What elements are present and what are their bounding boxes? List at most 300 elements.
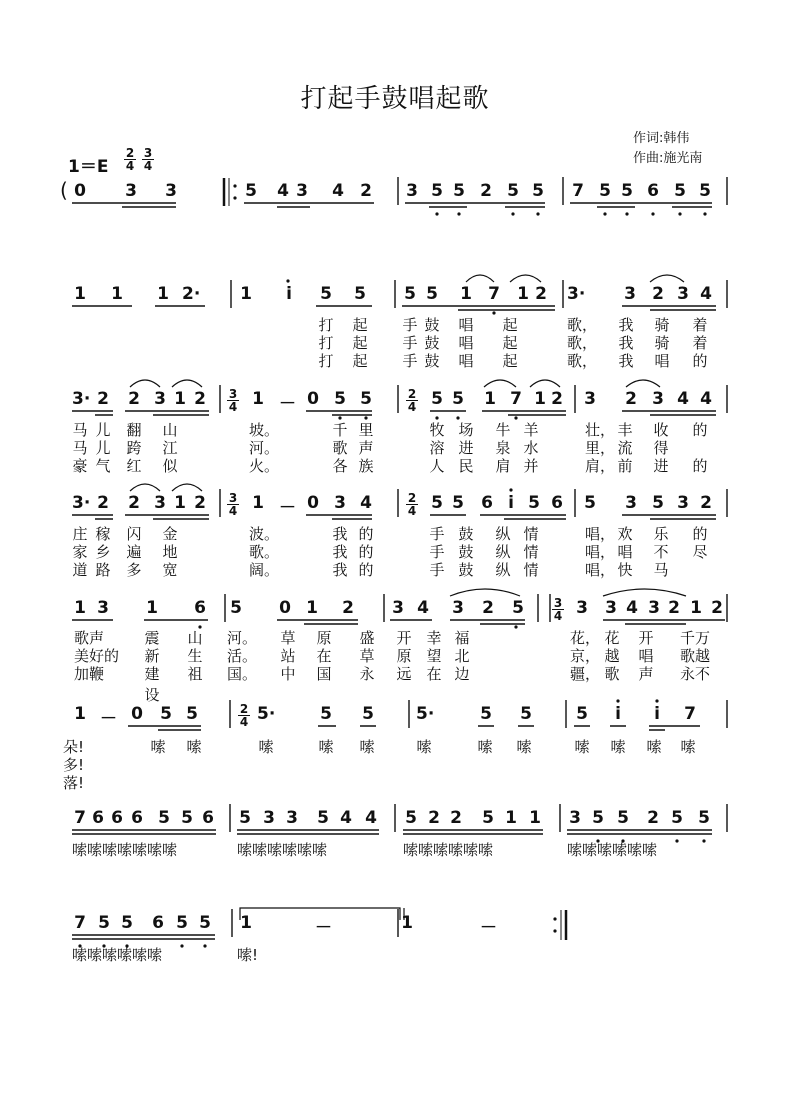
lyric-syllable: 手: [402, 316, 418, 334]
note: 2: [535, 284, 547, 304]
prelude-bracket: (: [60, 178, 68, 202]
octave-dot: [180, 944, 183, 947]
slur: [466, 275, 494, 282]
note: 4: [626, 598, 638, 618]
lyric-syllable: 的: [358, 525, 374, 543]
note: 5: [621, 181, 633, 201]
lyric-syllable: 肩: [495, 457, 511, 475]
lyric-syllable: 我: [332, 543, 348, 561]
lyric-syllable: 草: [280, 629, 296, 647]
note: －: [279, 498, 296, 518]
lyric-syllable: 嗦嗦嗦嗦嗦嗦: [567, 841, 658, 859]
note: 7: [74, 913, 86, 933]
lyric-syllable: 嗦: [150, 738, 166, 756]
note: 5: [354, 284, 366, 304]
note: 2: [128, 389, 140, 409]
note: 5: [362, 704, 374, 724]
lyric-syllable: 建设: [144, 665, 160, 704]
note: 1: [505, 808, 517, 828]
lyric-syllable: 鼓: [458, 525, 474, 543]
note: 5: [121, 913, 133, 933]
note: 1: [174, 493, 186, 513]
octave-dot: [457, 212, 460, 215]
lyric-syllable: 地: [162, 543, 178, 561]
lyric-syllable: 跨: [126, 439, 142, 457]
lyric-syllable: 的: [692, 421, 708, 439]
lyric-syllable: 嗦: [359, 738, 375, 756]
lyric-syllable: 各: [332, 457, 348, 475]
lyric-syllable: 唱，: [585, 543, 616, 561]
note: 5·: [257, 704, 276, 724]
lyric-syllable: 我: [618, 352, 634, 370]
lyric-syllable: 唱: [617, 543, 633, 561]
lyric-syllable: 疆，: [570, 665, 601, 683]
lyric-syllable: 欢: [617, 525, 633, 543]
note: 3: [334, 493, 346, 513]
note: 6: [111, 808, 123, 828]
octave-dot: [616, 699, 619, 702]
lyric-syllable: 手: [402, 352, 418, 370]
time-signature: $\frac{2}{4}$: [407, 387, 417, 414]
lyric-syllable: 进: [458, 439, 474, 457]
lyric-syllable: 尽: [692, 543, 708, 561]
note: 4: [700, 389, 712, 409]
note: 5: [404, 284, 416, 304]
lyric-syllable: 纵: [495, 543, 511, 561]
lyric-syllable: 溶: [429, 439, 445, 457]
lyric-syllable: 唱: [458, 316, 474, 334]
lyric-syllable: 马: [72, 421, 88, 439]
note: 5: [245, 181, 257, 201]
note: 1: [252, 389, 264, 409]
lyric-syllable: 嗦嗦嗦嗦嗦嗦: [237, 841, 328, 859]
lyric-syllable: 边: [454, 665, 470, 683]
lyric-syllable: 嗦: [318, 738, 334, 756]
note: 0: [279, 598, 291, 618]
note: 4: [700, 284, 712, 304]
note: 2: [360, 181, 372, 201]
lyric-syllable: 纵: [495, 525, 511, 543]
lyric-syllable: 纵: [495, 561, 511, 579]
time-signature: $\frac{3}{4}$: [228, 387, 238, 414]
lyric-syllable: 羊: [523, 421, 539, 439]
note: 5: [480, 704, 492, 724]
note: 3: [154, 389, 166, 409]
repeat-dot: [233, 184, 236, 187]
note: 5: [431, 493, 443, 513]
note: 3·: [567, 284, 586, 304]
note: 5: [453, 181, 465, 201]
lyric-syllable: 花，: [570, 629, 601, 647]
note: 1: [240, 913, 252, 933]
lyric-syllable: 鼓: [458, 543, 474, 561]
lyricist-credit: 作词:韩伟: [633, 131, 690, 146]
note: 6: [202, 808, 214, 828]
lyric-syllable: 唱: [458, 352, 474, 370]
lyric-syllable: 歌: [332, 439, 348, 457]
lyric-syllable: 遍: [126, 543, 142, 561]
lyric-syllable: 福: [454, 629, 470, 647]
octave-dot: [603, 212, 606, 215]
note: 5: [317, 808, 329, 828]
slur: [626, 380, 660, 387]
lyric-syllable: 活。: [227, 647, 258, 665]
note: 5: [98, 913, 110, 933]
note: 2: [342, 598, 354, 618]
note: 2: [647, 808, 659, 828]
lyric-syllable: 远: [396, 665, 412, 683]
note: 3: [677, 284, 689, 304]
note: 3·: [72, 493, 91, 513]
slur: [530, 380, 560, 387]
lyric-syllable: 加鞭: [74, 665, 105, 683]
lyric-syllable: 国。: [227, 665, 258, 683]
lyric-syllable: 歌: [604, 665, 620, 683]
lyric-syllable: 马: [653, 561, 669, 579]
lyric-syllable: 北: [454, 647, 470, 665]
note: 3: [296, 181, 308, 201]
lyric-syllable: 原: [396, 647, 412, 665]
lyric-syllable: 歌，: [567, 352, 598, 370]
lyric-syllable: 嗦: [416, 738, 432, 756]
time-signature: $\frac{3}{4}$: [553, 596, 563, 623]
note: 7: [510, 389, 522, 409]
time-signature: $\frac{2}{4}$: [239, 702, 249, 729]
note: 1: [111, 284, 123, 304]
lyric-syllable: 牛: [495, 421, 511, 439]
lyric-syllable: 情: [523, 561, 539, 579]
note: 1: [401, 913, 413, 933]
lyric-syllable: 坡。: [249, 421, 280, 439]
note: 5: [160, 704, 172, 724]
octave-dot: [675, 839, 678, 842]
note: 0: [74, 181, 86, 201]
lyric-syllable: 道: [72, 561, 88, 579]
lyric-syllable: 打: [318, 334, 334, 352]
song-title: 打起手鼓唱起歌: [300, 84, 490, 114]
note: 4: [360, 493, 372, 513]
note: 3: [154, 493, 166, 513]
lyric-syllable: 马: [72, 439, 88, 457]
time-signature: $\frac{3}{4}$: [228, 491, 238, 518]
lyric-syllable: 鼓: [424, 334, 440, 352]
octave-dot: [702, 839, 705, 842]
lyric-syllable: 水: [523, 439, 539, 457]
lyric-syllable: 开: [638, 629, 654, 647]
lyric-syllable: 盛: [359, 629, 375, 647]
note: 5: [599, 181, 611, 201]
octave-dot: [536, 212, 539, 215]
note: 1: [529, 808, 541, 828]
note: i: [508, 493, 514, 513]
note: 1: [252, 493, 264, 513]
lyric-syllable: 朵!: [63, 738, 85, 756]
note: 3: [165, 181, 177, 201]
lyric-syllable: 越: [604, 647, 620, 665]
octave-dot: [492, 311, 495, 314]
lyric-syllable: 打: [318, 316, 334, 334]
note: 2: [551, 389, 563, 409]
slur: [484, 380, 516, 387]
lyric-syllable: 进: [653, 457, 669, 475]
note: 0: [307, 493, 319, 513]
lyric-syllable: 情: [523, 543, 539, 561]
time-signature-3-4: $\frac{3}{4}$: [143, 146, 153, 173]
note: 5: [507, 181, 519, 201]
lyric-syllable: 震: [144, 629, 160, 647]
lyric-syllable: 鼓: [424, 352, 440, 370]
lyric-syllable: 流: [617, 439, 633, 457]
note: 3: [605, 598, 617, 618]
note: 4: [340, 808, 352, 828]
octave-dot: [514, 416, 517, 419]
note: 2: [128, 493, 140, 513]
octave-dot: [655, 699, 658, 702]
lyric-syllable: 波。: [249, 525, 280, 543]
lyric-syllable: 翻: [126, 421, 142, 439]
slur: [172, 380, 202, 387]
lyric-syllable: 嗦嗦嗦嗦嗦嗦: [403, 841, 494, 859]
octave-dot: [511, 212, 514, 215]
slur: [603, 589, 686, 596]
slur: [510, 275, 541, 282]
lyric-syllable: 闪: [126, 525, 142, 543]
note: 1: [174, 389, 186, 409]
note: 7: [488, 284, 500, 304]
note: 3: [125, 181, 137, 201]
note: 4: [277, 181, 289, 201]
lyric-syllable: 肩，: [585, 457, 616, 475]
lyric-syllable: 嗦!: [237, 946, 259, 964]
note: 5: [230, 598, 242, 618]
note: 5: [698, 808, 710, 828]
note: 5: [671, 808, 683, 828]
lyric-syllable: 气: [95, 457, 111, 475]
lyric-syllable: 我: [332, 561, 348, 579]
lyric-syllable: 骑: [654, 334, 670, 352]
note: i: [286, 284, 292, 304]
lyric-syllable: 里，: [585, 439, 616, 457]
lyric-syllable: 千万: [680, 629, 711, 647]
lyric-syllable: 千: [332, 421, 348, 439]
note: 5: [512, 598, 524, 618]
lyric-syllable: 庄: [72, 525, 88, 543]
lyric-syllable: 起: [502, 316, 518, 334]
note: 6: [647, 181, 659, 201]
note: 1: [74, 284, 86, 304]
note: 5: [158, 808, 170, 828]
note: 5: [431, 181, 443, 201]
lyric-syllable: 京，: [570, 647, 601, 665]
lyric-syllable: 站: [280, 647, 296, 665]
note: 5: [452, 493, 464, 513]
lyric-syllable: 唱，: [585, 525, 616, 543]
lyric-syllable: 泉: [495, 439, 511, 457]
lyric-syllable: 唱: [638, 647, 654, 665]
lyric-syllable: 歌越: [680, 647, 711, 665]
lyric-syllable: 望: [426, 647, 442, 665]
lyric-syllable: 我: [618, 316, 634, 334]
note: 1: [74, 704, 86, 724]
note: 3: [584, 389, 596, 409]
note: 5: [199, 913, 211, 933]
lyric-syllable: 家: [72, 543, 88, 561]
note: 5: [320, 704, 332, 724]
note: 1: [146, 598, 158, 618]
lyric-syllable: 山: [187, 629, 203, 647]
note: 3: [569, 808, 581, 828]
note: 5: [528, 493, 540, 513]
lyric-syllable: 在: [316, 647, 332, 665]
note: －: [100, 709, 117, 729]
lyric-syllable: 江: [162, 439, 178, 457]
slur: [130, 380, 160, 387]
note: 5: [320, 284, 332, 304]
note: 0: [131, 704, 143, 724]
lyric-syllable: 壮，: [585, 421, 616, 439]
note: 2: [194, 493, 206, 513]
lyric-syllable: 永不: [680, 665, 711, 683]
lyric-syllable: 河。: [249, 439, 280, 457]
note: 2·: [182, 284, 201, 304]
note: 3: [652, 389, 664, 409]
lyric-syllable: 情: [523, 525, 539, 543]
lyric-syllable: 打: [318, 352, 334, 370]
octave-dot: [203, 944, 206, 947]
lyric-syllable: 嗦嗦嗦嗦嗦嗦嗦: [72, 841, 178, 859]
note: 7: [572, 181, 584, 201]
lyric-syllable: 唱: [654, 352, 670, 370]
note: 5: [426, 284, 438, 304]
note: 5: [452, 389, 464, 409]
octave-dot: [651, 212, 654, 215]
note: 3: [624, 284, 636, 304]
lyric-syllable: 生: [187, 647, 203, 665]
time-signature-2-4: $\frac{2}{4}$: [125, 146, 135, 173]
note: －: [279, 394, 296, 414]
lyric-syllable: 河。: [227, 629, 258, 647]
octave-dot: [286, 279, 289, 282]
note: 3: [392, 598, 404, 618]
lyric-syllable: 起: [502, 352, 518, 370]
note: 1: [484, 389, 496, 409]
lyric-syllable: 得: [653, 439, 669, 457]
note: 5: [532, 181, 544, 201]
lyric-syllable: 多!: [63, 756, 85, 774]
octave-dot: [435, 212, 438, 215]
note: 4: [677, 389, 689, 409]
note: 1: [240, 284, 252, 304]
note: 5·: [416, 704, 435, 724]
note: 2: [482, 598, 494, 618]
note: 4: [365, 808, 377, 828]
note: 3: [677, 493, 689, 513]
note: 5: [482, 808, 494, 828]
lyric-syllable: 唱，: [585, 561, 616, 579]
repeat-dot: [553, 917, 556, 920]
slur: [130, 484, 160, 491]
lyric-syllable: 收: [653, 421, 669, 439]
lyric-syllable: 金: [162, 525, 178, 543]
note: 5: [360, 389, 372, 409]
octave-dot: [678, 212, 681, 215]
lyric-syllable: 路: [95, 561, 111, 579]
note: 2: [668, 598, 680, 618]
lyric-syllable: 宽: [162, 561, 178, 579]
lyric-syllable: 场: [458, 421, 474, 439]
key-signature: 1＝E: [68, 157, 109, 177]
note: 6: [92, 808, 104, 828]
lyric-syllable: 祖: [187, 665, 203, 683]
lyric-syllable: 歌，: [567, 316, 598, 334]
note: 2: [652, 284, 664, 304]
note: 5: [617, 808, 629, 828]
note: 5: [239, 808, 251, 828]
note: 5: [186, 704, 198, 724]
octave-dot: [514, 625, 517, 628]
lyric-syllable: 鼓: [424, 316, 440, 334]
lyric-syllable: 里: [358, 421, 374, 439]
note: 5: [520, 704, 532, 724]
lyric-syllable: 声: [358, 439, 374, 457]
note: 7: [684, 704, 696, 724]
slur: [450, 589, 520, 596]
note: 2: [711, 598, 723, 618]
note: 3: [406, 181, 418, 201]
lyric-syllable: 嗦: [646, 738, 662, 756]
note: i: [654, 704, 660, 724]
lyric-syllable: 在: [426, 665, 442, 683]
octave-dot: [625, 212, 628, 215]
note: 3: [625, 493, 637, 513]
lyric-syllable: 嗦: [477, 738, 493, 756]
repeat-dot: [233, 196, 236, 199]
slur: [650, 275, 684, 282]
lyric-syllable: 嗦: [574, 738, 590, 756]
lyric-syllable: 手: [429, 525, 445, 543]
note: 3: [286, 808, 298, 828]
lyric-syllable: 阔。: [249, 561, 280, 579]
lyric-syllable: 国: [316, 665, 332, 683]
note: 7: [74, 808, 86, 828]
note: 3·: [72, 389, 91, 409]
lyric-syllable: 人: [429, 457, 445, 475]
lyric-syllable: 开: [396, 629, 412, 647]
note: 1: [690, 598, 702, 618]
note: 5: [405, 808, 417, 828]
note: 5: [674, 181, 686, 201]
lyric-syllable: 唱: [458, 334, 474, 352]
lyric-syllable: 乡: [95, 543, 111, 561]
lyric-syllable: 红: [126, 457, 142, 475]
lyric-syllable: 嗦: [258, 738, 274, 756]
lyric-syllable: 并: [523, 457, 539, 475]
note: 3: [263, 808, 275, 828]
note: 4: [417, 598, 429, 618]
note: 5: [652, 493, 664, 513]
note: 1: [460, 284, 472, 304]
note: 2: [428, 808, 440, 828]
lyric-syllable: 起: [352, 352, 368, 370]
lyric-syllable: 嗦: [680, 738, 696, 756]
lyric-syllable: 丰: [617, 421, 633, 439]
note: 2: [450, 808, 462, 828]
note: 1: [306, 598, 318, 618]
lyric-syllable: 牧: [429, 421, 445, 439]
lyric-syllable: 幸: [426, 629, 442, 647]
lyric-syllable: 嗦: [516, 738, 532, 756]
lyric-syllable: 我: [332, 525, 348, 543]
